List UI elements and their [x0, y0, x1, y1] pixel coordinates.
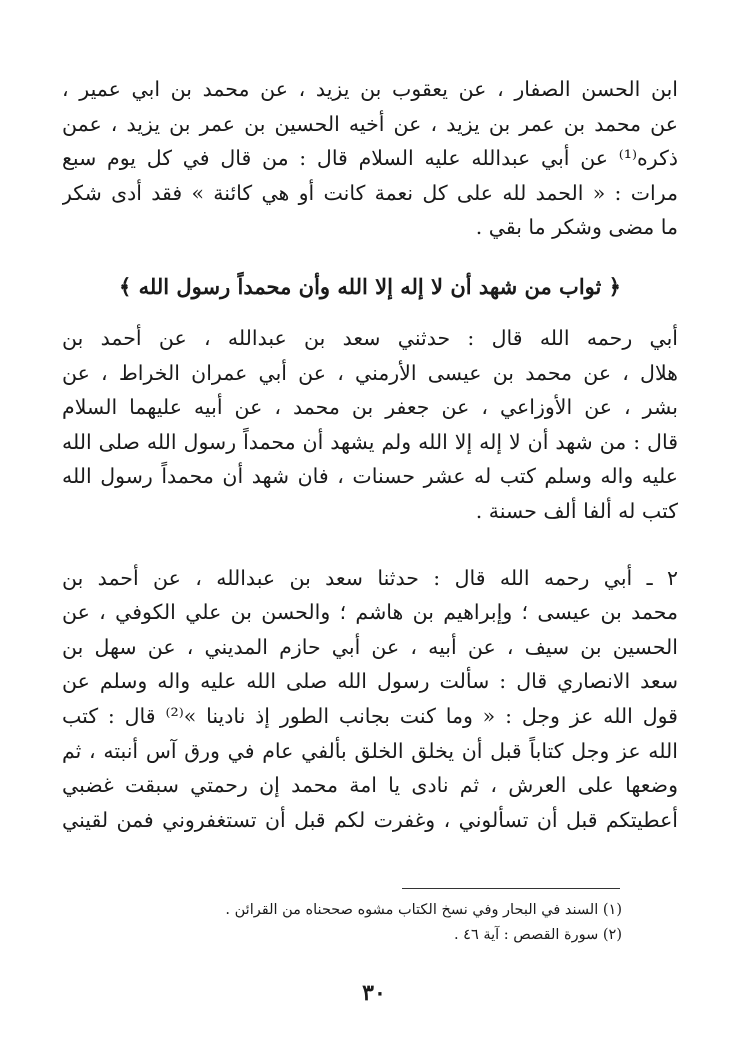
text-line: أبي رحمه الله قال : حدثني سعد بن عبدالله ، عن أحمد بن: [62, 325, 678, 350]
text-line: ابن الحسن الصفار ، عن يعقوب بن يزيد ، عن محمد بن ابي عمير ،: [62, 77, 678, 101]
text-line: عن محمد بن عمر بن يزيد ، عن أخيه الحسين بن عمر بن يزيد ، عمن: [62, 111, 678, 136]
text-line: قال : من شهد أن لا إله إلا الله ولم يشهد أن محمداً رسول الله صلى الله: [62, 429, 678, 454]
text-line: أعطيتكم قبل أن تسألوني ، وغفرت لكم قبل أن تستغفروني فمن لقيني: [62, 807, 678, 832]
footnotes: [200, 898, 622, 948]
text-line: الحسين بن سيف ، عن أبيه ، عن أبي حازم المديني ، عن سهل بن: [62, 634, 678, 659]
text-line: مرات : « الحمد لله على كل نعمة كانت أو هي كائنة » فقد أدى شكر: [62, 180, 678, 205]
text-line: وضعها على العرش ، ثم نادى يا امة محمد إن رحمتي سبقت غضبي: [62, 773, 678, 798]
text-line: ٢ ـ أبي رحمه الله قال : حدثنا سعد بن عبدالله ، عن أحمد بن: [62, 565, 678, 590]
paragraph-2: [62, 321, 678, 529]
paragraph-1: [62, 72, 678, 245]
text-line: ذكره⁽¹⁾ عن أبي عبدالله عليه السلام قال : من قال في كل يوم سبع: [62, 146, 678, 171]
text-line: كتب له ألفا ألف حسنة .: [475, 498, 678, 523]
text-line: محمد بن عيسى ؛ وإبراهيم بن هاشم ؛ والحسن بن علي الكوفي ، عن: [62, 600, 678, 625]
text-line: بشر ، عن الأوزاعي ، عن جعفر بن محمد ، عن أبيه عليهما السلام: [62, 395, 678, 420]
footnote-1: (١) السند في البحار وفي نسخ الكتاب مشوه صححناه من القرائن .: [225, 902, 622, 918]
section-heading: ﴿ ثواب من شهد أن لا إله إلا الله وأن محمداً رسول الله ﴾: [119, 273, 621, 299]
paragraph-3: [62, 561, 678, 838]
text-line: هلال ، عن محمد بن عيسى الأرمني ، عن أبي عمران الخراط ، عن: [62, 360, 678, 385]
footnote-divider: [402, 888, 620, 889]
text-line: الله عز وجل كتاباً قبل أن يخلق الخلق بألفي عام في ورق آس أنبته ، ثم: [62, 738, 678, 763]
text-line: عليه واله وسلم كتب له عشر حسنات ، فان شهد أن محمداً رسول الله: [62, 464, 678, 489]
footnote-2: (٢) سورة القصص : آية ٤٦ .: [453, 927, 622, 943]
text-line: سعد الانصاري قال : سألت رسول الله صلى الله عليه واله وسلم عن: [62, 669, 678, 694]
page-number: ٣٠: [362, 980, 386, 1006]
text-line: قول الله عز وجل : « وما كنت بجانب الطور إذ نادينا »⁽²⁾ قال : كتب: [62, 703, 678, 728]
page-body: [62, 72, 678, 837]
text-line: ما مضى وشكر ما بقي .: [475, 215, 678, 240]
